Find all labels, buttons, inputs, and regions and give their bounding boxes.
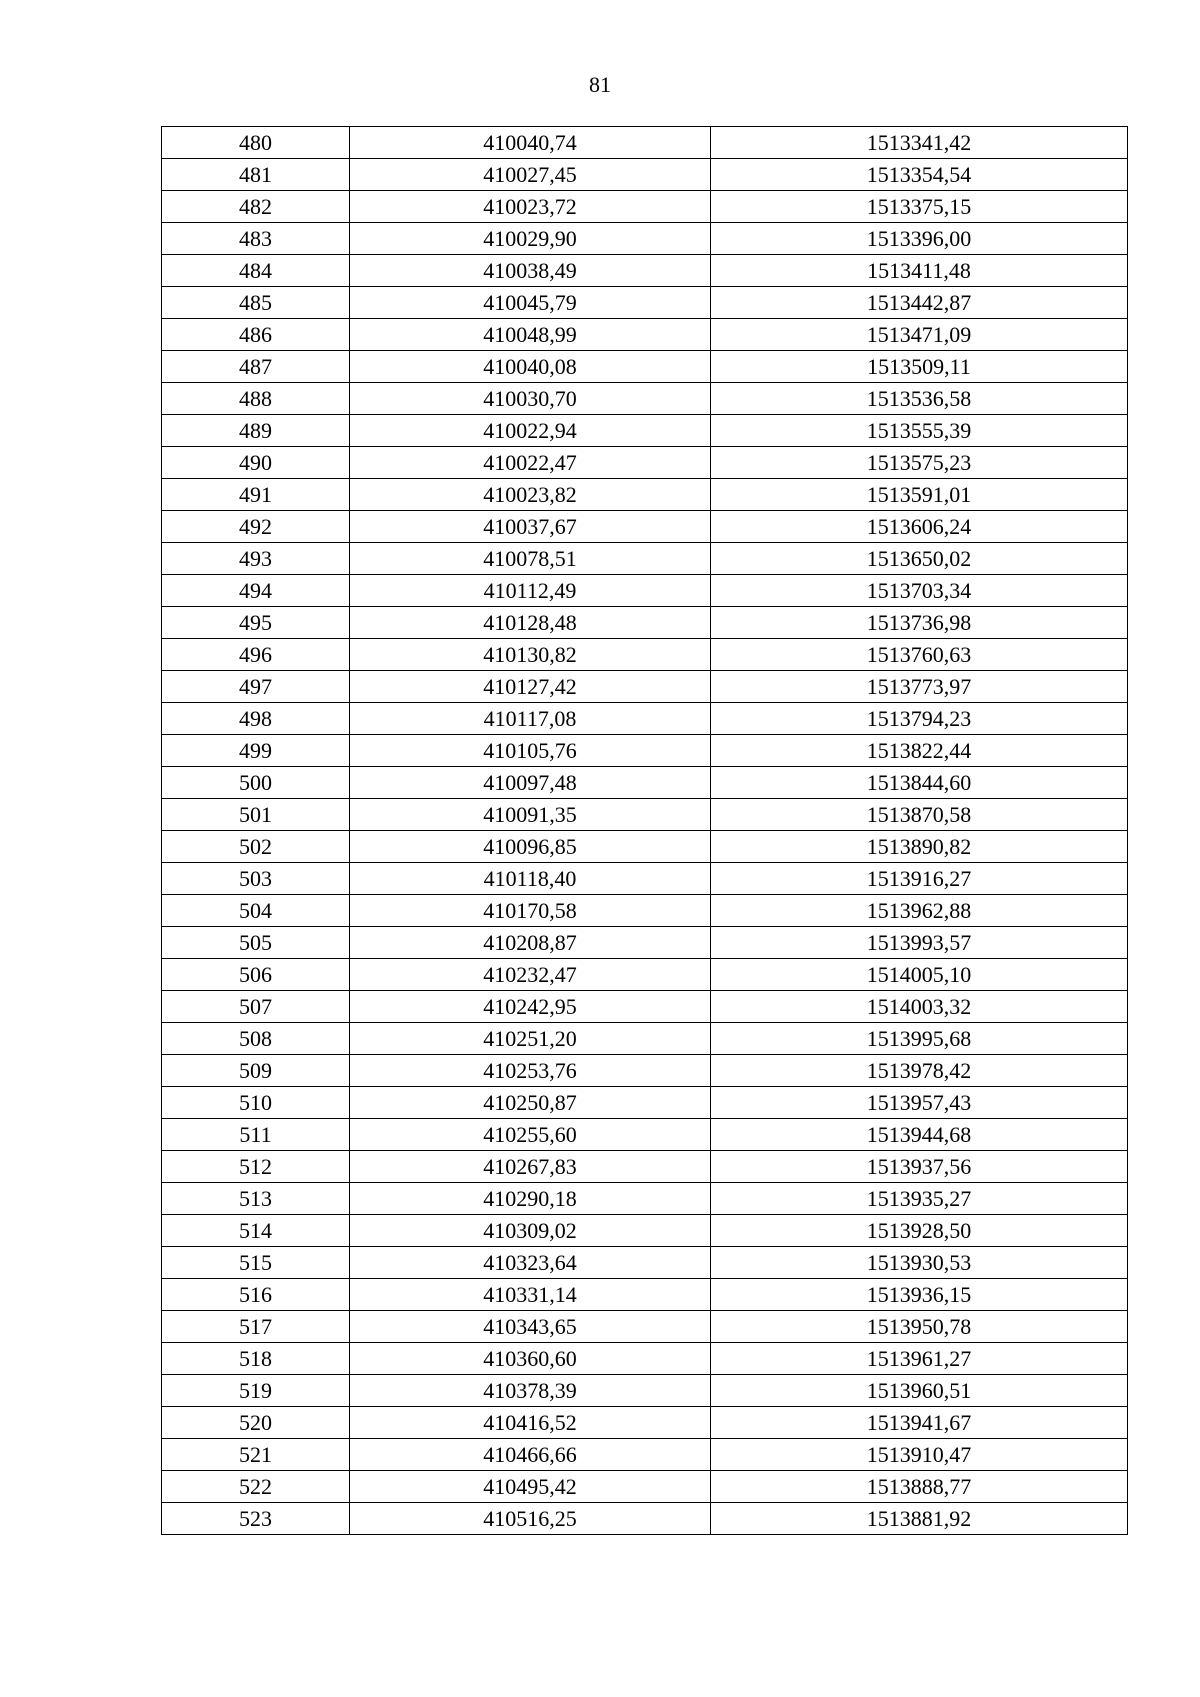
y-coordinate-cell: 1513375,15 bbox=[711, 191, 1128, 223]
table-row bbox=[162, 1279, 1128, 1311]
table-row bbox=[162, 1183, 1128, 1215]
y-coordinate-cell: 1513822,44 bbox=[711, 735, 1128, 767]
point-number-cell: 492 bbox=[162, 511, 350, 543]
point-number-cell: 501 bbox=[162, 799, 350, 831]
y-coordinate-cell: 1513773,97 bbox=[711, 671, 1128, 703]
page-number: 81 bbox=[589, 72, 611, 97]
table-row bbox=[162, 479, 1128, 511]
y-coordinate-cell: 1513536,58 bbox=[711, 383, 1128, 415]
y-coordinate-cell: 1513760,63 bbox=[711, 639, 1128, 671]
y-coordinate-cell: 1513930,53 bbox=[711, 1247, 1128, 1279]
table-row bbox=[162, 1439, 1128, 1471]
x-coordinate-cell: 410242,95 bbox=[350, 991, 711, 1023]
y-coordinate-cell: 1513844,60 bbox=[711, 767, 1128, 799]
x-coordinate-cell: 410128,48 bbox=[350, 607, 711, 639]
y-coordinate-cell: 1513960,51 bbox=[711, 1375, 1128, 1407]
point-number-cell: 487 bbox=[162, 351, 350, 383]
y-coordinate-cell: 1513961,27 bbox=[711, 1343, 1128, 1375]
x-coordinate-cell: 410096,85 bbox=[350, 831, 711, 863]
coordinates-table-body bbox=[162, 127, 1128, 1535]
point-number-cell: 522 bbox=[162, 1471, 350, 1503]
point-number-cell: 488 bbox=[162, 383, 350, 415]
table-row bbox=[162, 991, 1128, 1023]
y-coordinate-cell: 1513888,77 bbox=[711, 1471, 1128, 1503]
point-number-cell: 502 bbox=[162, 831, 350, 863]
x-coordinate-cell: 410130,82 bbox=[350, 639, 711, 671]
table-row bbox=[162, 799, 1128, 831]
table-row bbox=[162, 767, 1128, 799]
x-coordinate-cell: 410112,49 bbox=[350, 575, 711, 607]
point-number-cell: 499 bbox=[162, 735, 350, 767]
table-row bbox=[162, 159, 1128, 191]
y-coordinate-cell: 1513606,24 bbox=[711, 511, 1128, 543]
table-row bbox=[162, 1151, 1128, 1183]
point-number-cell: 493 bbox=[162, 543, 350, 575]
point-number-cell: 514 bbox=[162, 1215, 350, 1247]
point-number-cell: 497 bbox=[162, 671, 350, 703]
x-coordinate-cell: 410118,40 bbox=[350, 863, 711, 895]
table-row bbox=[162, 319, 1128, 351]
point-number-cell: 523 bbox=[162, 1503, 350, 1535]
point-number-cell: 520 bbox=[162, 1407, 350, 1439]
point-number-cell: 513 bbox=[162, 1183, 350, 1215]
table-row bbox=[162, 415, 1128, 447]
table-row bbox=[162, 1247, 1128, 1279]
point-number-cell: 498 bbox=[162, 703, 350, 735]
x-coordinate-cell: 410097,48 bbox=[350, 767, 711, 799]
point-number-cell: 485 bbox=[162, 287, 350, 319]
x-coordinate-cell: 410040,74 bbox=[350, 127, 711, 159]
y-coordinate-cell: 1513396,00 bbox=[711, 223, 1128, 255]
table-row bbox=[162, 255, 1128, 287]
x-coordinate-cell: 410040,08 bbox=[350, 351, 711, 383]
x-coordinate-cell: 410466,66 bbox=[350, 1439, 711, 1471]
x-coordinate-cell: 410331,14 bbox=[350, 1279, 711, 1311]
x-coordinate-cell: 410290,18 bbox=[350, 1183, 711, 1215]
table-row bbox=[162, 127, 1128, 159]
x-coordinate-cell: 410045,79 bbox=[350, 287, 711, 319]
x-coordinate-cell: 410232,47 bbox=[350, 959, 711, 991]
y-coordinate-cell: 1513471,09 bbox=[711, 319, 1128, 351]
table-row bbox=[162, 1471, 1128, 1503]
point-number-cell: 519 bbox=[162, 1375, 350, 1407]
x-coordinate-cell: 410309,02 bbox=[350, 1215, 711, 1247]
x-coordinate-cell: 410027,45 bbox=[350, 159, 711, 191]
y-coordinate-cell: 1513936,15 bbox=[711, 1279, 1128, 1311]
x-coordinate-cell: 410255,60 bbox=[350, 1119, 711, 1151]
y-coordinate-cell: 1513591,01 bbox=[711, 479, 1128, 511]
point-number-cell: 491 bbox=[162, 479, 350, 511]
table-row bbox=[162, 511, 1128, 543]
table-row bbox=[162, 1375, 1128, 1407]
x-coordinate-cell: 410250,87 bbox=[350, 1087, 711, 1119]
y-coordinate-cell: 1513935,27 bbox=[711, 1183, 1128, 1215]
point-number-cell: 482 bbox=[162, 191, 350, 223]
y-coordinate-cell: 1513950,78 bbox=[711, 1311, 1128, 1343]
table-row bbox=[162, 1343, 1128, 1375]
x-coordinate-cell: 410251,20 bbox=[350, 1023, 711, 1055]
point-number-cell: 484 bbox=[162, 255, 350, 287]
x-coordinate-cell: 410127,42 bbox=[350, 671, 711, 703]
x-coordinate-cell: 410022,94 bbox=[350, 415, 711, 447]
point-number-cell: 489 bbox=[162, 415, 350, 447]
x-coordinate-cell: 410078,51 bbox=[350, 543, 711, 575]
table-row bbox=[162, 639, 1128, 671]
y-coordinate-cell: 1513944,68 bbox=[711, 1119, 1128, 1151]
y-coordinate-cell: 1513928,50 bbox=[711, 1215, 1128, 1247]
y-coordinate-cell: 1513910,47 bbox=[711, 1439, 1128, 1471]
table-row bbox=[162, 895, 1128, 927]
table-row bbox=[162, 607, 1128, 639]
x-coordinate-cell: 410091,35 bbox=[350, 799, 711, 831]
table-row bbox=[162, 959, 1128, 991]
y-coordinate-cell: 1513978,42 bbox=[711, 1055, 1128, 1087]
table-row bbox=[162, 1407, 1128, 1439]
y-coordinate-cell: 1513993,57 bbox=[711, 927, 1128, 959]
table-row bbox=[162, 191, 1128, 223]
point-number-cell: 505 bbox=[162, 927, 350, 959]
coordinates-table bbox=[161, 126, 1128, 1535]
y-coordinate-cell: 1513703,34 bbox=[711, 575, 1128, 607]
point-number-cell: 504 bbox=[162, 895, 350, 927]
x-coordinate-cell: 410170,58 bbox=[350, 895, 711, 927]
y-coordinate-cell: 1514003,32 bbox=[711, 991, 1128, 1023]
point-number-cell: 500 bbox=[162, 767, 350, 799]
x-coordinate-cell: 410253,76 bbox=[350, 1055, 711, 1087]
y-coordinate-cell: 1513941,67 bbox=[711, 1407, 1128, 1439]
point-number-cell: 494 bbox=[162, 575, 350, 607]
table-row bbox=[162, 1023, 1128, 1055]
y-coordinate-cell: 1513916,27 bbox=[711, 863, 1128, 895]
point-number-cell: 483 bbox=[162, 223, 350, 255]
point-number-cell: 510 bbox=[162, 1087, 350, 1119]
table-row bbox=[162, 575, 1128, 607]
point-number-cell: 516 bbox=[162, 1279, 350, 1311]
x-coordinate-cell: 410416,52 bbox=[350, 1407, 711, 1439]
x-coordinate-cell: 410048,99 bbox=[350, 319, 711, 351]
point-number-cell: 495 bbox=[162, 607, 350, 639]
x-coordinate-cell: 410022,47 bbox=[350, 447, 711, 479]
x-coordinate-cell: 410495,42 bbox=[350, 1471, 711, 1503]
x-coordinate-cell: 410323,64 bbox=[350, 1247, 711, 1279]
point-number-cell: 496 bbox=[162, 639, 350, 671]
point-number-cell: 508 bbox=[162, 1023, 350, 1055]
y-coordinate-cell: 1513736,98 bbox=[711, 607, 1128, 639]
x-coordinate-cell: 410516,25 bbox=[350, 1503, 711, 1535]
x-coordinate-cell: 410023,82 bbox=[350, 479, 711, 511]
point-number-cell: 503 bbox=[162, 863, 350, 895]
y-coordinate-cell: 1513881,92 bbox=[711, 1503, 1128, 1535]
x-coordinate-cell: 410360,60 bbox=[350, 1343, 711, 1375]
point-number-cell: 511 bbox=[162, 1119, 350, 1151]
y-coordinate-cell: 1513957,43 bbox=[711, 1087, 1128, 1119]
y-coordinate-cell: 1513937,56 bbox=[711, 1151, 1128, 1183]
x-coordinate-cell: 410038,49 bbox=[350, 255, 711, 287]
table-row bbox=[162, 1215, 1128, 1247]
y-coordinate-cell: 1513575,23 bbox=[711, 447, 1128, 479]
y-coordinate-cell: 1513555,39 bbox=[711, 415, 1128, 447]
x-coordinate-cell: 410029,90 bbox=[350, 223, 711, 255]
point-number-cell: 521 bbox=[162, 1439, 350, 1471]
x-coordinate-cell: 410343,65 bbox=[350, 1311, 711, 1343]
x-coordinate-cell: 410208,87 bbox=[350, 927, 711, 959]
y-coordinate-cell: 1513411,48 bbox=[711, 255, 1128, 287]
y-coordinate-cell: 1513650,02 bbox=[711, 543, 1128, 575]
y-coordinate-cell: 1513354,54 bbox=[711, 159, 1128, 191]
x-coordinate-cell: 410378,39 bbox=[350, 1375, 711, 1407]
point-number-cell: 506 bbox=[162, 959, 350, 991]
y-coordinate-cell: 1513995,68 bbox=[711, 1023, 1128, 1055]
y-coordinate-cell: 1513442,87 bbox=[711, 287, 1128, 319]
point-number-cell: 512 bbox=[162, 1151, 350, 1183]
table-row bbox=[162, 703, 1128, 735]
table-row bbox=[162, 223, 1128, 255]
table-row bbox=[162, 1503, 1128, 1535]
point-number-cell: 517 bbox=[162, 1311, 350, 1343]
table-row bbox=[162, 735, 1128, 767]
point-number-cell: 490 bbox=[162, 447, 350, 479]
x-coordinate-cell: 410030,70 bbox=[350, 383, 711, 415]
y-coordinate-cell: 1513794,23 bbox=[711, 703, 1128, 735]
x-coordinate-cell: 410037,67 bbox=[350, 511, 711, 543]
table-row bbox=[162, 671, 1128, 703]
x-coordinate-cell: 410267,83 bbox=[350, 1151, 711, 1183]
table-row bbox=[162, 1055, 1128, 1087]
table-row bbox=[162, 287, 1128, 319]
point-number-cell: 509 bbox=[162, 1055, 350, 1087]
table-row bbox=[162, 863, 1128, 895]
point-number-cell: 515 bbox=[162, 1247, 350, 1279]
table-row bbox=[162, 351, 1128, 383]
point-number-cell: 507 bbox=[162, 991, 350, 1023]
table-row bbox=[162, 543, 1128, 575]
table-row bbox=[162, 447, 1128, 479]
y-coordinate-cell: 1513341,42 bbox=[711, 127, 1128, 159]
point-number-cell: 518 bbox=[162, 1343, 350, 1375]
y-coordinate-cell: 1513870,58 bbox=[711, 799, 1128, 831]
y-coordinate-cell: 1513509,11 bbox=[711, 351, 1128, 383]
table-row bbox=[162, 383, 1128, 415]
table-row bbox=[162, 927, 1128, 959]
y-coordinate-cell: 1513962,88 bbox=[711, 895, 1128, 927]
x-coordinate-cell: 410105,76 bbox=[350, 735, 711, 767]
table-row bbox=[162, 1311, 1128, 1343]
y-coordinate-cell: 1513890,82 bbox=[711, 831, 1128, 863]
point-number-cell: 486 bbox=[162, 319, 350, 351]
point-number-cell: 481 bbox=[162, 159, 350, 191]
x-coordinate-cell: 410117,08 bbox=[350, 703, 711, 735]
table-row bbox=[162, 831, 1128, 863]
x-coordinate-cell: 410023,72 bbox=[350, 191, 711, 223]
table-row bbox=[162, 1087, 1128, 1119]
table-row bbox=[162, 1119, 1128, 1151]
point-number-cell: 480 bbox=[162, 127, 350, 159]
y-coordinate-cell: 1514005,10 bbox=[711, 959, 1128, 991]
